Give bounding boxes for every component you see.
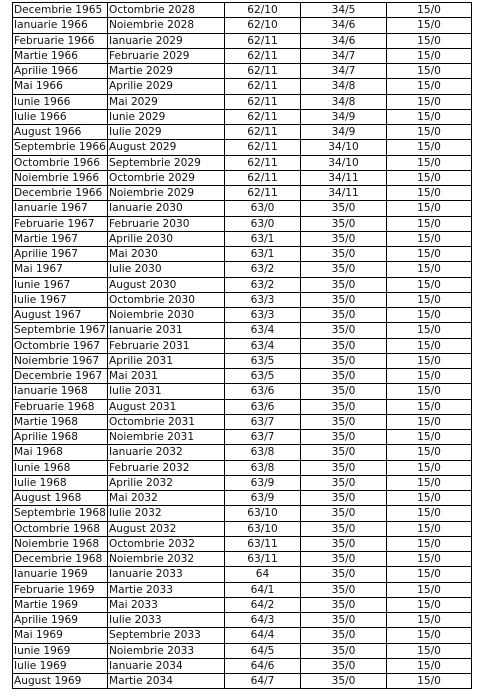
retirement-date-cell: Mai 2032 (108, 491, 225, 506)
retirement-date-cell: Iulie 2029 (108, 125, 225, 140)
table-row (13, 155, 472, 170)
contribution-years-cell: 35/0 (301, 597, 387, 612)
contribution-years-cell: 34/8 (301, 94, 387, 109)
minimum-contribution-cell: 15/0 (387, 109, 472, 124)
contribution-years-cell: 35/0 (301, 582, 387, 597)
retirement-date-cell: Noiembrie 2031 (108, 430, 225, 445)
birth-date-cell: Aprilie 1966 (13, 64, 108, 79)
table-row (13, 674, 472, 689)
retirement-date-cell: Februarie 2030 (108, 216, 225, 231)
retirement-date-cell: Aprilie 2031 (108, 353, 225, 368)
contribution-years-cell: 34/8 (301, 79, 387, 94)
birth-date-cell: Septembrie 1966 (14, 141, 106, 154)
birth-date-cell: Septembrie 1967 (14, 324, 106, 337)
contribution-years-cell: 34/10 (301, 155, 387, 170)
minimum-contribution-cell: 15/0 (387, 94, 472, 109)
retirement-date-cell: Februarie 2031 (108, 338, 225, 353)
birth-date-cell: Martie 1969 (13, 597, 108, 612)
table-row (13, 109, 472, 124)
contribution-years-cell: 35/0 (301, 643, 387, 658)
retirement-date-cell: Iulie 2031 (108, 384, 225, 399)
table-row (13, 262, 472, 277)
table-row (13, 445, 472, 460)
contribution-years-cell: 34/5 (301, 3, 387, 18)
minimum-contribution-cell: 15/0 (387, 628, 472, 643)
retirement-date-cell: Aprilie 2030 (108, 231, 225, 246)
table-row (13, 582, 472, 597)
minimum-contribution-cell: 15/0 (387, 658, 472, 673)
retirement-date-cell: Iulie 2033 (108, 613, 225, 628)
retirement-date-cell: Octombrie 2029 (108, 170, 225, 185)
retirement-age-cell: 63/8 (225, 460, 301, 475)
retirement-age-cell: 64/2 (225, 597, 301, 612)
retirement-date-cell: Aprilie 2032 (108, 475, 225, 490)
minimum-contribution-cell: 15/0 (387, 201, 472, 216)
birth-date-cell: Ianuarie 1969 (13, 567, 108, 582)
table-row (13, 521, 472, 536)
birth-date-cell: Octombrie 1966 (13, 155, 108, 170)
minimum-contribution-cell: 15/0 (387, 247, 472, 262)
table-row (13, 353, 472, 368)
retirement-age-cell: 63/2 (225, 262, 301, 277)
birth-date-cell: August 1968 (13, 491, 108, 506)
minimum-contribution-cell: 15/0 (387, 170, 472, 185)
birth-date-cell: Iulie 1967 (13, 292, 108, 307)
table-row (13, 247, 472, 262)
retirement-age-cell: 63/4 (225, 338, 301, 353)
table-row (13, 475, 472, 490)
minimum-contribution-cell: 15/0 (387, 292, 472, 307)
minimum-contribution-cell: 15/0 (387, 445, 472, 460)
minimum-contribution-cell: 15/0 (387, 18, 472, 33)
minimum-contribution-cell: 15/0 (387, 475, 472, 490)
retirement-age-cell: 63/0 (225, 216, 301, 231)
minimum-contribution-cell: 15/0 (387, 643, 472, 658)
retirement-date-cell: Octombrie 2031 (108, 414, 225, 429)
contribution-years-cell: 35/0 (301, 430, 387, 445)
retirement-date-cell: Noiembrie 2033 (108, 643, 225, 658)
table-row (13, 643, 472, 658)
contribution-years-cell: 34/11 (301, 186, 387, 201)
birth-date-cell: Noiembrie 1966 (13, 170, 108, 185)
retirement-date-cell: Noiembrie 2028 (108, 18, 225, 33)
table-row (13, 48, 472, 63)
table-row (13, 201, 472, 216)
birth-date-cell: Decembrie 1968 (13, 552, 108, 567)
contribution-years-cell: 34/6 (301, 33, 387, 48)
birth-date-cell: Iunie 1967 (13, 277, 108, 292)
minimum-contribution-cell: 15/0 (387, 277, 472, 292)
birth-date-cell: Mai 1967 (13, 262, 108, 277)
contribution-years-cell: 35/0 (301, 521, 387, 536)
table-row (13, 399, 472, 414)
birth-date-cell: Februarie 1968 (13, 399, 108, 414)
retirement-age-cell: 62/11 (225, 186, 301, 201)
contribution-years-cell: 35/0 (301, 338, 387, 353)
minimum-contribution-cell: 15/0 (387, 186, 472, 201)
retirement-age-cell: 62/11 (225, 125, 301, 140)
retirement-date-cell: Mai 2030 (108, 247, 225, 262)
retirement-date-cell: Ianuarie 2033 (108, 567, 225, 582)
retirement-date-cell: Octombrie 2032 (108, 536, 225, 551)
retirement-age-cell: 63/0 (225, 201, 301, 216)
minimum-contribution-cell: 15/0 (387, 308, 472, 323)
birth-date-cell: August 1969 (13, 674, 108, 689)
minimum-contribution-cell: 15/0 (387, 33, 472, 48)
contribution-years-cell: 35/0 (301, 216, 387, 231)
minimum-contribution-cell: 15/0 (387, 216, 472, 231)
retirement-date-cell: Iulie 2030 (108, 262, 225, 277)
retirement-age-cell: 62/11 (225, 170, 301, 185)
retirement-date-cell: August 2030 (108, 277, 225, 292)
birth-date-cell: Iulie 1966 (13, 109, 108, 124)
table-row (13, 94, 472, 109)
minimum-contribution-cell: 15/0 (387, 353, 472, 368)
contribution-years-cell: 34/7 (301, 48, 387, 63)
contribution-years-cell: 34/9 (301, 125, 387, 140)
contribution-years-cell: 35/0 (301, 277, 387, 292)
retirement-age-cell: 63/5 (225, 369, 301, 384)
retirement-age-cell: 63/3 (225, 308, 301, 323)
retirement-date-cell: Iunie 2029 (108, 109, 225, 124)
pension-table (12, 2, 472, 689)
table-row (13, 64, 472, 79)
birth-date-cell: Decembrie 1966 (13, 186, 108, 201)
table-row (13, 79, 472, 94)
birth-date-cell: Martie 1968 (13, 414, 108, 429)
contribution-years-cell: 35/0 (301, 552, 387, 567)
birth-date-cell: Iunie 1966 (13, 94, 108, 109)
table-row (13, 552, 472, 567)
retirement-date-cell: Mai 2033 (108, 597, 225, 612)
minimum-contribution-cell: 15/0 (387, 323, 472, 338)
minimum-contribution-cell: 15/0 (387, 414, 472, 429)
birth-date-cell: Decembrie 1967 (13, 369, 108, 384)
contribution-years-cell: 35/0 (301, 414, 387, 429)
retirement-date-cell: Ianuarie 2031 (108, 323, 225, 338)
birth-date-cell: Ianuarie 1967 (13, 201, 108, 216)
minimum-contribution-cell: 15/0 (387, 399, 472, 414)
retirement-date-cell: Ianuarie 2029 (108, 33, 225, 48)
retirement-age-cell: 64/1 (225, 582, 301, 597)
contribution-years-cell: 35/0 (301, 536, 387, 551)
table-row (13, 369, 472, 384)
contribution-years-cell: 35/0 (301, 231, 387, 246)
birth-date-cell: Aprilie 1968 (13, 430, 108, 445)
birth-date-cell: August 1967 (13, 308, 108, 323)
retirement-date-cell: Martie 2029 (108, 64, 225, 79)
contribution-years-cell: 35/0 (301, 475, 387, 490)
table-row (13, 628, 472, 643)
contribution-years-cell: 35/0 (301, 308, 387, 323)
table-row (13, 125, 472, 140)
retirement-date-cell: Noiembrie 2030 (108, 308, 225, 323)
retirement-date-cell: Martie 2033 (108, 582, 225, 597)
retirement-age-cell: 63/3 (225, 292, 301, 307)
birth-date-cell: Noiembrie 1967 (13, 353, 108, 368)
contribution-years-cell: 34/7 (301, 64, 387, 79)
table-row (13, 216, 472, 231)
retirement-age-cell: 63/6 (225, 399, 301, 414)
birth-date-cell: Iulie 1968 (13, 475, 108, 490)
contribution-years-cell: 35/0 (301, 262, 387, 277)
retirement-date-cell: Aprilie 2029 (108, 79, 225, 94)
minimum-contribution-cell: 15/0 (387, 567, 472, 582)
contribution-years-cell: 35/0 (301, 460, 387, 475)
retirement-date-cell: Septembrie 2029 (108, 155, 225, 170)
table-row (13, 277, 472, 292)
contribution-years-cell: 35/0 (301, 628, 387, 643)
table-row (13, 170, 472, 185)
retirement-age-cell: 62/10 (225, 18, 301, 33)
contribution-years-cell: 35/0 (301, 674, 387, 689)
contribution-years-cell: 34/10 (301, 140, 387, 155)
table-row (13, 33, 472, 48)
retirement-age-cell: 63/8 (225, 445, 301, 460)
retirement-date-cell: Ianuarie 2034 (108, 658, 225, 673)
minimum-contribution-cell: 15/0 (387, 460, 472, 475)
retirement-date-cell: Februarie 2032 (108, 460, 225, 475)
minimum-contribution-cell: 15/0 (387, 597, 472, 612)
minimum-contribution-cell: 15/0 (387, 155, 472, 170)
retirement-age-cell: 62/10 (225, 3, 301, 18)
table-row (13, 658, 472, 673)
retirement-age-cell: 63/11 (225, 536, 301, 551)
contribution-years-cell: 34/6 (301, 18, 387, 33)
birth-date-cell: Iunie 1968 (13, 460, 108, 475)
birth-date-cell: Aprilie 1967 (13, 247, 108, 262)
contribution-years-cell: 35/0 (301, 658, 387, 673)
birth-date-cell: Martie 1966 (13, 48, 108, 63)
retirement-age-cell: 62/11 (225, 64, 301, 79)
table-row (13, 308, 472, 323)
retirement-age-cell: 64/3 (225, 613, 301, 628)
birth-date-cell: Ianuarie 1966 (13, 18, 108, 33)
retirement-date-cell: Martie 2034 (108, 674, 225, 689)
table-row (13, 613, 472, 628)
minimum-contribution-cell: 15/0 (387, 491, 472, 506)
retirement-age-cell: 63/11 (225, 552, 301, 567)
contribution-years-cell: 35/0 (301, 399, 387, 414)
minimum-contribution-cell: 15/0 (387, 48, 472, 63)
birth-date-cell: August 1966 (13, 125, 108, 140)
contribution-years-cell: 35/0 (301, 292, 387, 307)
retirement-age-cell: 63/9 (225, 491, 301, 506)
contribution-years-cell: 35/0 (301, 323, 387, 338)
minimum-contribution-cell: 15/0 (387, 79, 472, 94)
retirement-age-cell: 62/11 (225, 79, 301, 94)
contribution-years-cell: 34/9 (301, 109, 387, 124)
retirement-age-cell: 63/9 (225, 475, 301, 490)
minimum-contribution-cell: 15/0 (387, 369, 472, 384)
retirement-age-cell: 64/4 (225, 628, 301, 643)
minimum-contribution-cell: 15/0 (387, 140, 472, 155)
contribution-years-cell: 35/0 (301, 445, 387, 460)
birth-date-cell: Februarie 1969 (13, 582, 108, 597)
table-row (13, 491, 472, 506)
minimum-contribution-cell: 15/0 (387, 262, 472, 277)
birth-date-cell: Iunie 1969 (13, 643, 108, 658)
retirement-date-cell: Noiembrie 2032 (108, 552, 225, 567)
birth-date-cell: Martie 1967 (13, 231, 108, 246)
contribution-years-cell: 35/0 (301, 384, 387, 399)
table-row (13, 140, 472, 155)
table-row (13, 384, 472, 399)
retirement-age-cell: 63/1 (225, 231, 301, 246)
table-row (13, 18, 472, 33)
retirement-age-cell: 63/7 (225, 414, 301, 429)
retirement-age-cell: 63/2 (225, 277, 301, 292)
table-row (13, 414, 472, 429)
contribution-years-cell: 35/0 (301, 369, 387, 384)
retirement-date-cell: Februarie 2029 (108, 48, 225, 63)
contribution-years-cell: 35/0 (301, 506, 387, 521)
table-row (13, 231, 472, 246)
retirement-age-cell: 64/7 (225, 674, 301, 689)
retirement-date-cell: Mai 2031 (108, 369, 225, 384)
retirement-date-cell: Septembrie 2033 (108, 628, 225, 643)
birth-date-cell: Mai 1966 (13, 79, 108, 94)
minimum-contribution-cell: 15/0 (387, 125, 472, 140)
table-row (13, 567, 472, 582)
birth-date-cell: Februarie 1966 (13, 33, 108, 48)
minimum-contribution-cell: 15/0 (387, 430, 472, 445)
table-row (13, 597, 472, 612)
table-row (13, 430, 472, 445)
birth-date-cell: Ianuarie 1968 (13, 384, 108, 399)
minimum-contribution-cell: 15/0 (387, 582, 472, 597)
minimum-contribution-cell: 15/0 (387, 64, 472, 79)
contribution-years-cell: 34/11 (301, 170, 387, 185)
birth-date-cell: Februarie 1967 (13, 216, 108, 231)
retirement-age-cell: 62/11 (225, 109, 301, 124)
minimum-contribution-cell: 15/0 (387, 613, 472, 628)
retirement-age-cell: 62/11 (225, 48, 301, 63)
table-row (13, 292, 472, 307)
retirement-age-cell: 63/6 (225, 384, 301, 399)
minimum-contribution-cell: 15/0 (387, 338, 472, 353)
retirement-age-cell: 64/5 (225, 643, 301, 658)
retirement-age-cell: 63/10 (225, 521, 301, 536)
retirement-date-cell: August 2032 (108, 521, 225, 536)
table-row (13, 3, 472, 18)
retirement-age-cell: 62/11 (225, 155, 301, 170)
retirement-date-cell: Ianuarie 2032 (108, 445, 225, 460)
table-row (13, 536, 472, 551)
retirement-date-cell: Octombrie 2028 (108, 3, 225, 18)
retirement-date-cell: Ianuarie 2030 (108, 201, 225, 216)
minimum-contribution-cell: 15/0 (387, 674, 472, 689)
retirement-date-cell: Octombrie 2030 (108, 292, 225, 307)
birth-date-cell: Octombrie 1968 (13, 521, 108, 536)
minimum-contribution-cell: 15/0 (387, 552, 472, 567)
retirement-date-cell: August 2031 (108, 399, 225, 414)
pension-table-body (13, 3, 472, 689)
contribution-years-cell: 35/0 (301, 491, 387, 506)
retirement-age-cell: 63/4 (225, 323, 301, 338)
minimum-contribution-cell: 15/0 (387, 231, 472, 246)
contribution-years-cell: 35/0 (301, 567, 387, 582)
table-row (13, 323, 472, 338)
minimum-contribution-cell: 15/0 (387, 521, 472, 536)
retirement-age-cell: 63/10 (225, 506, 301, 521)
minimum-contribution-cell: 15/0 (387, 506, 472, 521)
retirement-age-cell: 63/1 (225, 247, 301, 262)
birth-date-cell: Septembrie 1968 (14, 507, 106, 520)
retirement-date-cell: Noiembrie 2029 (108, 186, 225, 201)
contribution-years-cell: 35/0 (301, 201, 387, 216)
birth-date-cell: Mai 1969 (13, 628, 108, 643)
contribution-years-cell: 35/0 (301, 247, 387, 262)
retirement-age-cell: 64/6 (225, 658, 301, 673)
birth-date-cell: Noiembrie 1968 (13, 536, 108, 551)
contribution-years-cell: 35/0 (301, 613, 387, 628)
retirement-age-cell: 63/5 (225, 353, 301, 368)
minimum-contribution-cell: 15/0 (387, 3, 472, 18)
retirement-age-cell: 62/11 (225, 33, 301, 48)
table-row (13, 338, 472, 353)
table-row (13, 186, 472, 201)
retirement-age-cell: 62/11 (225, 94, 301, 109)
birth-date-cell: Mai 1968 (13, 445, 108, 460)
contribution-years-cell: 35/0 (301, 353, 387, 368)
birth-date-cell: Octombrie 1967 (13, 338, 108, 353)
birth-date-cell: Iulie 1969 (13, 658, 108, 673)
retirement-date-cell: Iulie 2032 (108, 506, 225, 521)
birth-date-cell: Decembrie 1965 (13, 3, 108, 18)
retirement-age-cell: 63/7 (225, 430, 301, 445)
retirement-age-cell: 64 (225, 567, 301, 582)
table-row (13, 460, 472, 475)
table-row (13, 506, 472, 521)
retirement-date-cell: Mai 2029 (108, 94, 225, 109)
retirement-age-cell: 62/11 (225, 140, 301, 155)
birth-date-cell: Aprilie 1969 (13, 613, 108, 628)
retirement-date-cell: August 2029 (108, 140, 225, 155)
minimum-contribution-cell: 15/0 (387, 384, 472, 399)
minimum-contribution-cell: 15/0 (387, 536, 472, 551)
